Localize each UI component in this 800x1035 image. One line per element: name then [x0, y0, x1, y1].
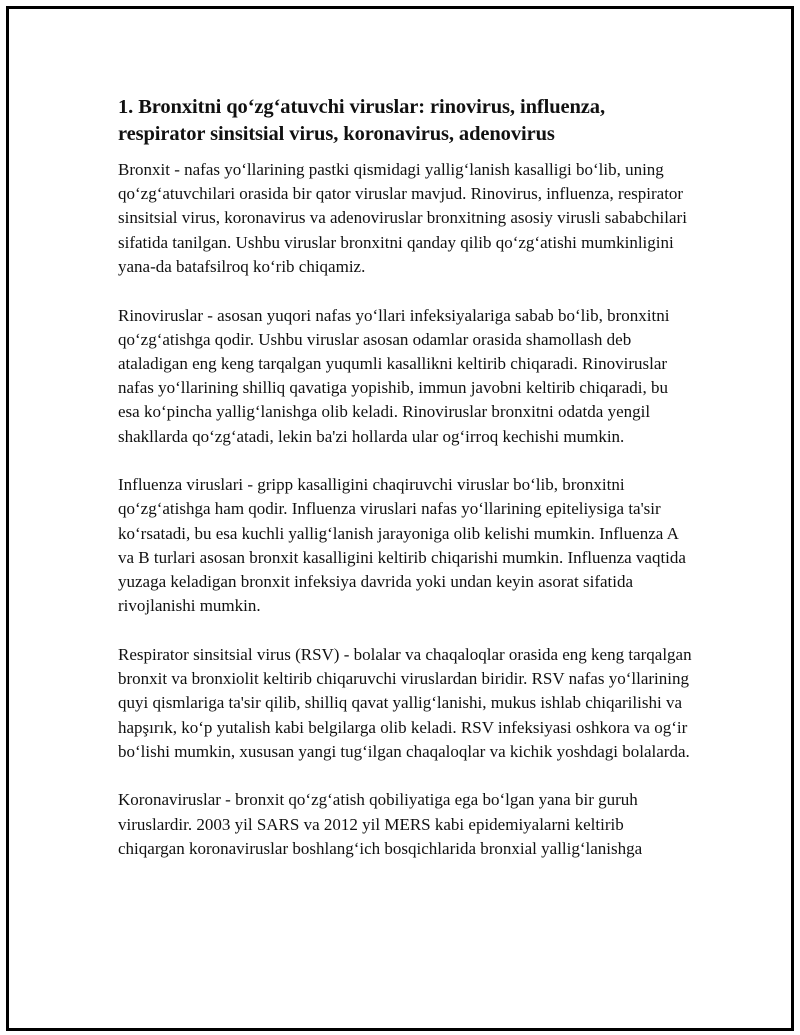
- article-title: 1. Bronxitni qo‘zg‘atuvchi viruslar: rinovirus, influenza, respirator sinsitsial virus, koronavirus, adenovirus: [118, 96, 605, 145]
- paragraph-coronavirus: Koronaviruslar - bronxit qo‘zg‘atish qobiliyatiga ega bo‘lgan yana bir guruh viruslardir. 2003 yil SARS va 2012 yil MERS kabi epidemiyalarni keltirib chiqargan koronaviruslar boshlang‘ich bosqichlarida bronxial yallig‘lanishga: [118, 790, 643, 858]
- paragraph-rhinovirus: Rinoviruslar - asosan yuqori nafas yo‘llari infeksiyalariga sabab bo‘lib, bronxitni qo‘zg‘atishga qodir. Ushbu viruslar asosan odamlar orasida shamollash deb ataladigan eng keng tarqalgan yuqumli kasallikni keltirib chiqaradi. Rinoviruslar nafas yo‘llarining shilliq qavatiga yopishib, immun javobni keltirib chiqaradi, bu esa ko‘pincha yallig‘lanishga olib keladi. Rinoviruslar bronxitni odatda yengil shakllarda qo‘zg‘atadi, lekin ba'zi hollarda ular og‘irroq kechishi mumkin.: [118, 305, 670, 446]
- paragraph-intro: Bronxit - nafas yo‘llarining pastki qismidagi yallig‘lanish kasalligi bo‘lib, uning qo‘zg‘atuvchilari orasida bir qator viruslar mavjud. Rinovirus, influenza, respirator sinsitsial virus, koronavirus va adenoviruslar bronxitning asosiy virusli sababchilari sifatida tanilgan. Ushbu viruslar bronxitni qanday qilib qo‘zg‘atishi mumkinligini yana-da batafsilroq ko‘rib chiqamiz.: [118, 160, 687, 276]
- paragraph-rsv: Respirator sinsitsial virus (RSV) - bolalar va chaqaloqlar orasida eng keng tarqalgan bronxit va bronxiolit keltirib chiqaruvchi viruslardan biridir. RSV nafas yo‘llarining quyi qismlariga ta'sir qilib, shilliq qavat yallig‘lanishi, mukus ishlab chiqarilishi va hapşırık, ko‘p yutalish kabi belgilarga olib keladi. RSV infeksiyasi oshkora va og‘ir bo‘lishi mumkin, xususan yangi tug‘ilgan chaqaloqlar va kichik yoshdagi bolalarda.: [118, 644, 692, 761]
- article-content: [118, 94, 693, 886]
- paragraph-influenza: Influenza viruslari - gripp kasalligini chaqiruvchi viruslar bo‘lib, bronxitni qo‘zg‘atishga ham qodir. Influenza viruslari nafas yo‘llarining epiteliysiga ta'sir ko‘rsatadi, bu esa kuchli yallig‘lanish jarayoniga olib kelishi mumkin. Influenza A va B turlari asosan bronxit kasalligini keltirib chiqarishi mumkin. Influenza vaqtida yuzaga keladigan bronxit infeksiya davrida yoki undan keyin asorat sifatida rivojlanishi mumkin.: [118, 475, 686, 616]
